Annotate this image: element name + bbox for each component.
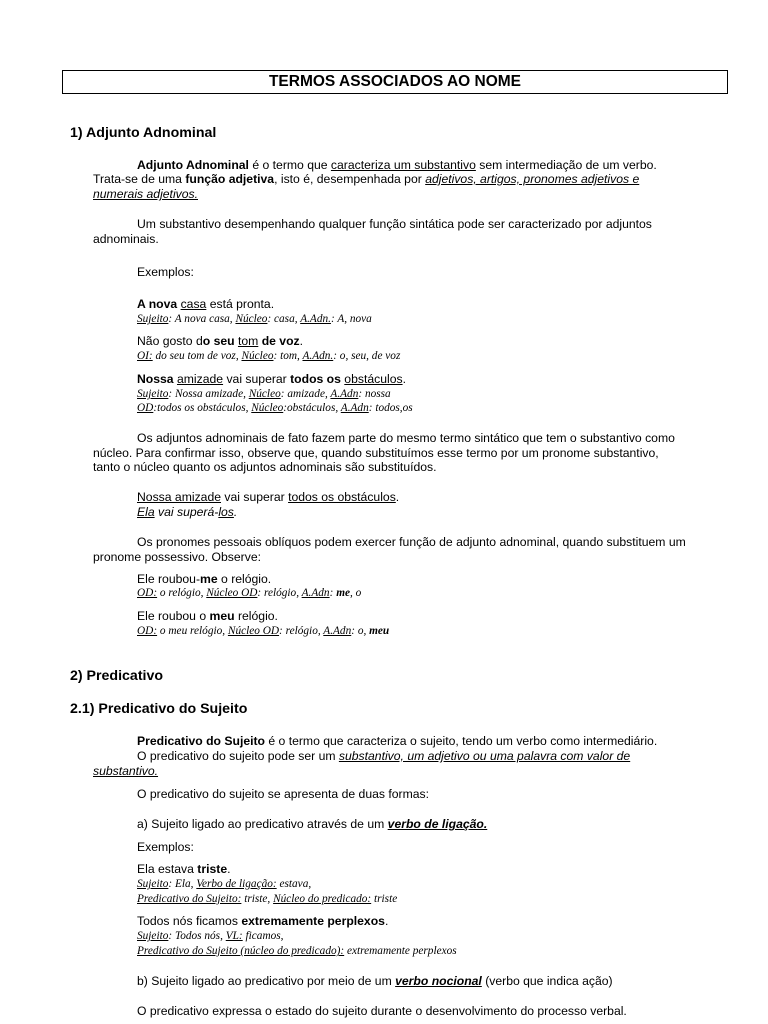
example-sentence: Não gosto do seu tom de voz.: [137, 334, 304, 348]
example-analysis: Sujeito: A nova casa, Núcleo: casa, A.Adn.: A, nova: [137, 313, 372, 325]
example-sentence: Ela vai superá-los.: [137, 505, 238, 519]
section-heading-predicativo: 2) Predicativo: [70, 668, 164, 684]
document-title: TERMOS ASSOCIADOS AO NOME: [62, 70, 728, 94]
paragraph-line: Adjunto Adnominal é o termo que caracteriza um substantivo sem intermediação de um verbo.: [137, 158, 657, 172]
example-analysis: Sujeito: Todos nós, VL: ficamos,: [137, 930, 284, 942]
subsection-heading-predicativo-sujeito: 2.1) Predicativo do Sujeito: [70, 701, 248, 717]
paragraph-line: Trata-se de uma função adjetiva, isto é, desempenhada por adjetivos, artigos, pronomes adjetivos e: [93, 172, 640, 186]
example-analysis: Sujeito: Ela, Verbo de ligação: estava,: [137, 878, 312, 890]
paragraph-line: pronome possessivo. Observe:: [93, 550, 261, 564]
example-sentence: A nova casa está pronta.: [137, 297, 275, 311]
example-analysis: OI: do seu tom de voz, Núcleo: tom, A.Adn.: o, seu, de voz: [137, 350, 401, 362]
paragraph-line: núcleo. Para confirmar isso, observe que, quando substituímos esse termo por um pronome substantivo,: [93, 446, 659, 460]
paragraph-line: Os pronomes pessoais oblíquos podem exercer função de adjunto adnominal, quando substituem um: [137, 535, 686, 549]
example-sentence: Ele roubou-me o relógio.: [137, 572, 272, 586]
paragraph-line: substantivo.: [93, 764, 159, 778]
paragraph-line: O predicativo do sujeito pode ser um substantivo, um adjetivo ou uma palavra com valor de: [137, 749, 631, 763]
paragraph-line: Um substantivo desempenhando qualquer função sintática pode ser caracterizado por adjuntos: [137, 217, 652, 231]
paragraph-line: Predicativo do Sujeito é o termo que caracteriza o sujeito, tendo um verbo como intermediário.: [137, 734, 658, 748]
paragraph-line: numerais adjetivos.: [93, 187, 198, 201]
example-analysis: OD:todos os obstáculos, Núcleo:obstáculos, A.Adn: todos,os: [137, 402, 413, 414]
example-analysis: Predicativo do Sujeito: triste, Núcleo do predicado: triste: [137, 893, 398, 905]
example-sentence: Nossa amizade vai superar todos os obstáculos.: [137, 372, 406, 386]
example-sentence: Ele roubou o meu relógio.: [137, 609, 278, 623]
paragraph-line: O predicativo expressa o estado do sujeito durante o desenvolvimento do processo verbal.: [137, 1004, 627, 1018]
example-analysis: Predicativo do Sujeito (núcleo do predicado): extremamente perplexos: [137, 945, 457, 957]
list-item-a: a) Sujeito ligado ao predicativo através de um verbo de ligação.: [137, 817, 488, 831]
example-analysis: OD: o relógio, Núcleo OD: relógio, A.Adn: me, o: [137, 587, 362, 599]
example-sentence: Ela estava triste.: [137, 862, 231, 876]
example-analysis: Sujeito: Nossa amizade, Núcleo: amizade, A.Adn: nossa: [137, 388, 391, 400]
paragraph-line: O predicativo do sujeito se apresenta de duas formas:: [137, 787, 429, 801]
example-sentence: Todos nós ficamos extremamente perplexos.: [137, 914, 389, 928]
examples-label: Exemplos:: [137, 265, 194, 279]
paragraph-line: adnominais.: [93, 232, 159, 246]
example-analysis: OD: o meu relógio, Núcleo OD: relógio, A.Adn: o, meu: [137, 625, 390, 637]
examples-label: Exemplos:: [137, 840, 194, 854]
list-item-b: b) Sujeito ligado ao predicativo por meio de um verbo nocional (verbo que indica ação): [137, 974, 613, 988]
paragraph-line: Os adjuntos adnominais de fato fazem parte do mesmo termo sintático que tem o substantivo como: [137, 431, 675, 445]
paragraph-line: tanto o núcleo quanto os adjuntos adnominais são substituídos.: [93, 460, 437, 474]
section-heading-adjunto-adnominal: 1) Adjunto Adnominal: [70, 125, 217, 141]
example-sentence: Nossa amizade vai superar todos os obstáculos.: [137, 490, 400, 504]
